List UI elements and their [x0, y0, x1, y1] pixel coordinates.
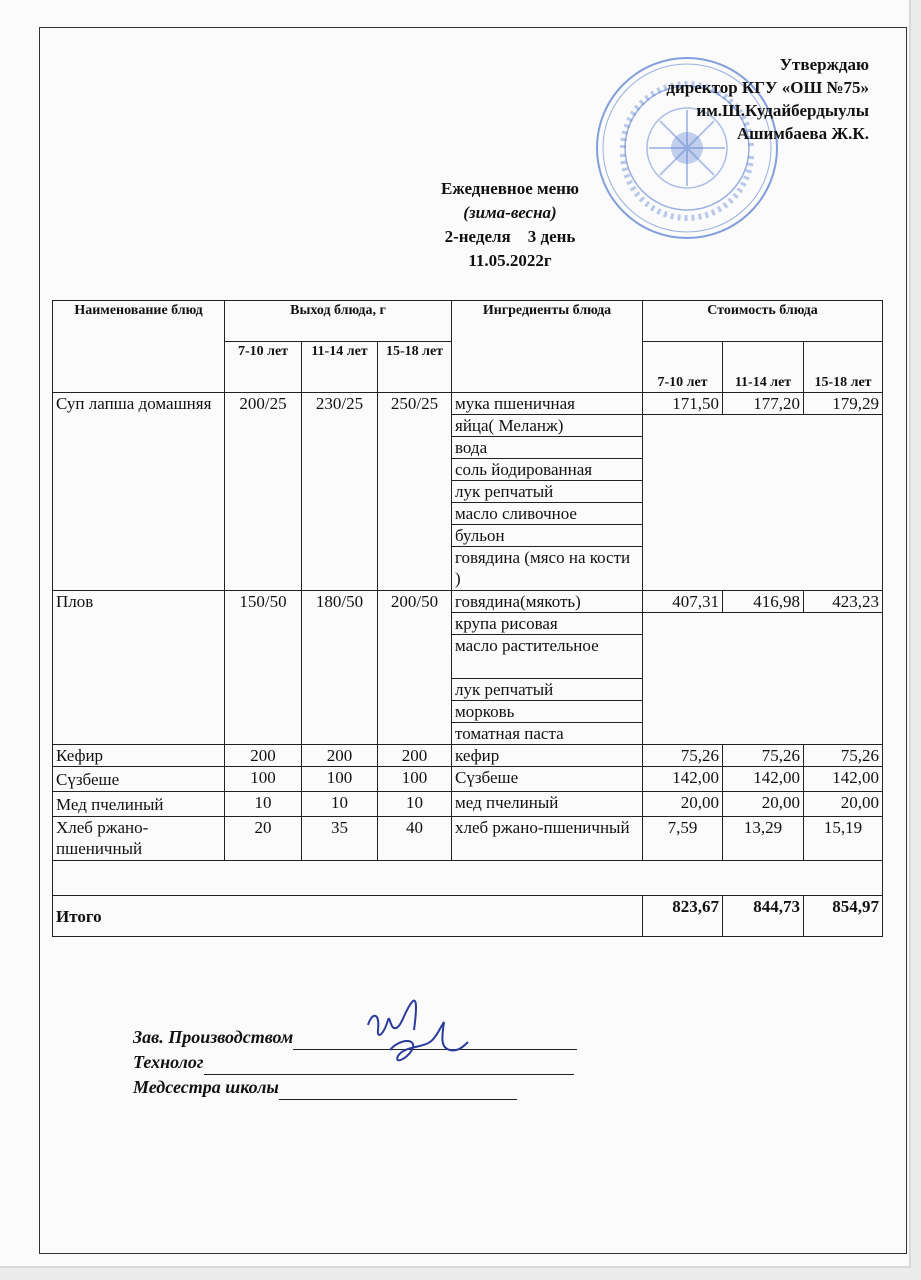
- yield-15-18: 250/25: [378, 393, 452, 591]
- table-row: [53, 767, 883, 792]
- signature-line-technologist: [133, 1050, 577, 1075]
- cost-11-14: 142,00: [723, 767, 804, 792]
- header-cost-age-7-10: 7-10 лет: [643, 342, 723, 393]
- cost-15-18: 20,00: [804, 792, 883, 817]
- ingredient: лук репчатый: [452, 481, 643, 503]
- menu-season: (зима-весна): [463, 203, 557, 222]
- dish-name: Мед пчелиный: [53, 792, 225, 817]
- header-ingredients: Ингредиенты блюда: [452, 301, 643, 393]
- cost-15-18: 15,19: [804, 817, 883, 861]
- approval-title: Утверждаю: [779, 55, 869, 74]
- approval-signatory: Ашимбаева Ж.К.: [736, 124, 869, 143]
- cost-15-18: 179,29: [804, 393, 883, 415]
- signature-underline: [279, 1081, 517, 1100]
- cost-11-14: 20,00: [723, 792, 804, 817]
- yield-15-18: 10: [378, 792, 452, 817]
- yield-11-14: 10: [302, 792, 378, 817]
- header-dish-name: Наименование блюд: [53, 301, 225, 393]
- signature-label-production: Зав. Производством: [133, 1027, 294, 1047]
- ingredient: бульон: [452, 525, 643, 547]
- cost-15-18: 423,23: [804, 591, 883, 613]
- cost-11-14: 416,98: [723, 591, 804, 613]
- approval-position: директор КГУ «ОШ №75»: [666, 78, 869, 97]
- menu-week-day: 2-неделя 3 день: [444, 227, 576, 246]
- ingredient: говядина (мясо на кости ): [452, 547, 643, 591]
- cost-11-14: 13,29: [723, 817, 804, 861]
- ingredient: яйца( Меланж): [452, 415, 643, 437]
- total-cost-7-10: 823,67: [643, 896, 723, 937]
- dish-name: Кефир: [53, 745, 225, 767]
- cost-7-10: 407,31: [643, 591, 723, 613]
- signature-label-nurse: Медсестра школы: [133, 1077, 279, 1097]
- total-cost-11-14: 844,73: [723, 896, 804, 937]
- table-row: [53, 745, 883, 767]
- ingredient: соль йодированная: [452, 459, 643, 481]
- cost-7-10: 171,50: [643, 393, 723, 415]
- dish-name: Суп лапша домашняя: [53, 393, 225, 591]
- menu-table: [52, 300, 883, 937]
- signature-line-nurse: [133, 1075, 577, 1100]
- table-row: [53, 817, 883, 861]
- ingredient: хлеб ржано-пшеничный: [452, 817, 643, 861]
- table-row: [53, 591, 883, 613]
- yield-7-10: 150/50: [225, 591, 302, 745]
- ingredient: томатная паста: [452, 723, 643, 745]
- yield-15-18: 40: [378, 817, 452, 861]
- ingredient: кефир: [452, 745, 643, 767]
- table-row: [53, 393, 883, 415]
- header-yield-age-11-14: 11-14 лет: [302, 342, 378, 393]
- total-cost-15-18: 854,97: [804, 896, 883, 937]
- cost-7-10: 142,00: [643, 767, 723, 792]
- header-yield-age-15-18: 15-18 лет: [378, 342, 452, 393]
- ingredient: крупа рисовая: [452, 613, 643, 635]
- yield-7-10: 20: [225, 817, 302, 861]
- cost-7-10: 7,59: [643, 817, 723, 861]
- approval-block: [666, 53, 869, 145]
- signature-label-technologist: Технолог: [133, 1052, 204, 1072]
- approval-school-name: им.Ш.Кудайбердыулы: [696, 101, 869, 120]
- ingredient: мука пшеничная: [452, 393, 643, 415]
- menu-date: 11.05.2022г: [468, 251, 552, 270]
- ingredient: масло растительное: [452, 635, 643, 679]
- cost-11-14: 177,20: [723, 393, 804, 415]
- dish-name: Хлеб ржано-пшеничный: [53, 817, 225, 861]
- ingredient: масло сливочное: [452, 503, 643, 525]
- ingredient: Сүзбеше: [452, 767, 643, 792]
- ingredient: мед пчелиный: [452, 792, 643, 817]
- yield-7-10: 100: [225, 767, 302, 792]
- table-spacer-row: [53, 861, 883, 896]
- empty-cost-cell: [643, 613, 883, 745]
- yield-11-14: 35: [302, 817, 378, 861]
- table-header-row: [53, 301, 883, 342]
- yield-15-18: 200/50: [378, 591, 452, 745]
- ingredient: морковь: [452, 701, 643, 723]
- yield-11-14: 230/25: [302, 393, 378, 591]
- yield-7-10: 200/25: [225, 393, 302, 591]
- yield-15-18: 200: [378, 745, 452, 767]
- cost-11-14: 75,26: [723, 745, 804, 767]
- cost-15-18: 142,00: [804, 767, 883, 792]
- cost-7-10: 20,00: [643, 792, 723, 817]
- ingredient: вода: [452, 437, 643, 459]
- handwritten-signature: [360, 990, 470, 1075]
- empty-row: [53, 861, 883, 896]
- yield-7-10: 10: [225, 792, 302, 817]
- ingredient: говядина(мякоть): [452, 591, 643, 613]
- dish-name: Сүзбеше: [53, 767, 225, 792]
- yield-11-14: 100: [302, 767, 378, 792]
- total-label: Итого: [53, 896, 643, 937]
- header-cost: Стоимость блюда: [643, 301, 883, 342]
- yield-7-10: 200: [225, 745, 302, 767]
- yield-15-18: 100: [378, 767, 452, 792]
- cost-7-10: 75,26: [643, 745, 723, 767]
- header-cost-age-15-18: 15-18 лет: [804, 342, 883, 393]
- signature-line-production: [133, 1025, 577, 1050]
- cost-15-18: 75,26: [804, 745, 883, 767]
- table-total-row: [53, 896, 883, 937]
- menu-title: Ежедневное меню: [441, 179, 579, 198]
- empty-cost-cell: [643, 415, 883, 591]
- ingredient: лук репчатый: [452, 679, 643, 701]
- menu-heading: [380, 177, 640, 273]
- dish-name: Плов: [53, 591, 225, 745]
- header-yield-age-7-10: 7-10 лет: [225, 342, 302, 393]
- yield-11-14: 180/50: [302, 591, 378, 745]
- table-row: [53, 792, 883, 817]
- yield-11-14: 200: [302, 745, 378, 767]
- header-cost-age-11-14: 11-14 лет: [723, 342, 804, 393]
- signature-block: [133, 1025, 577, 1100]
- header-yield: Выход блюда, г: [225, 301, 452, 342]
